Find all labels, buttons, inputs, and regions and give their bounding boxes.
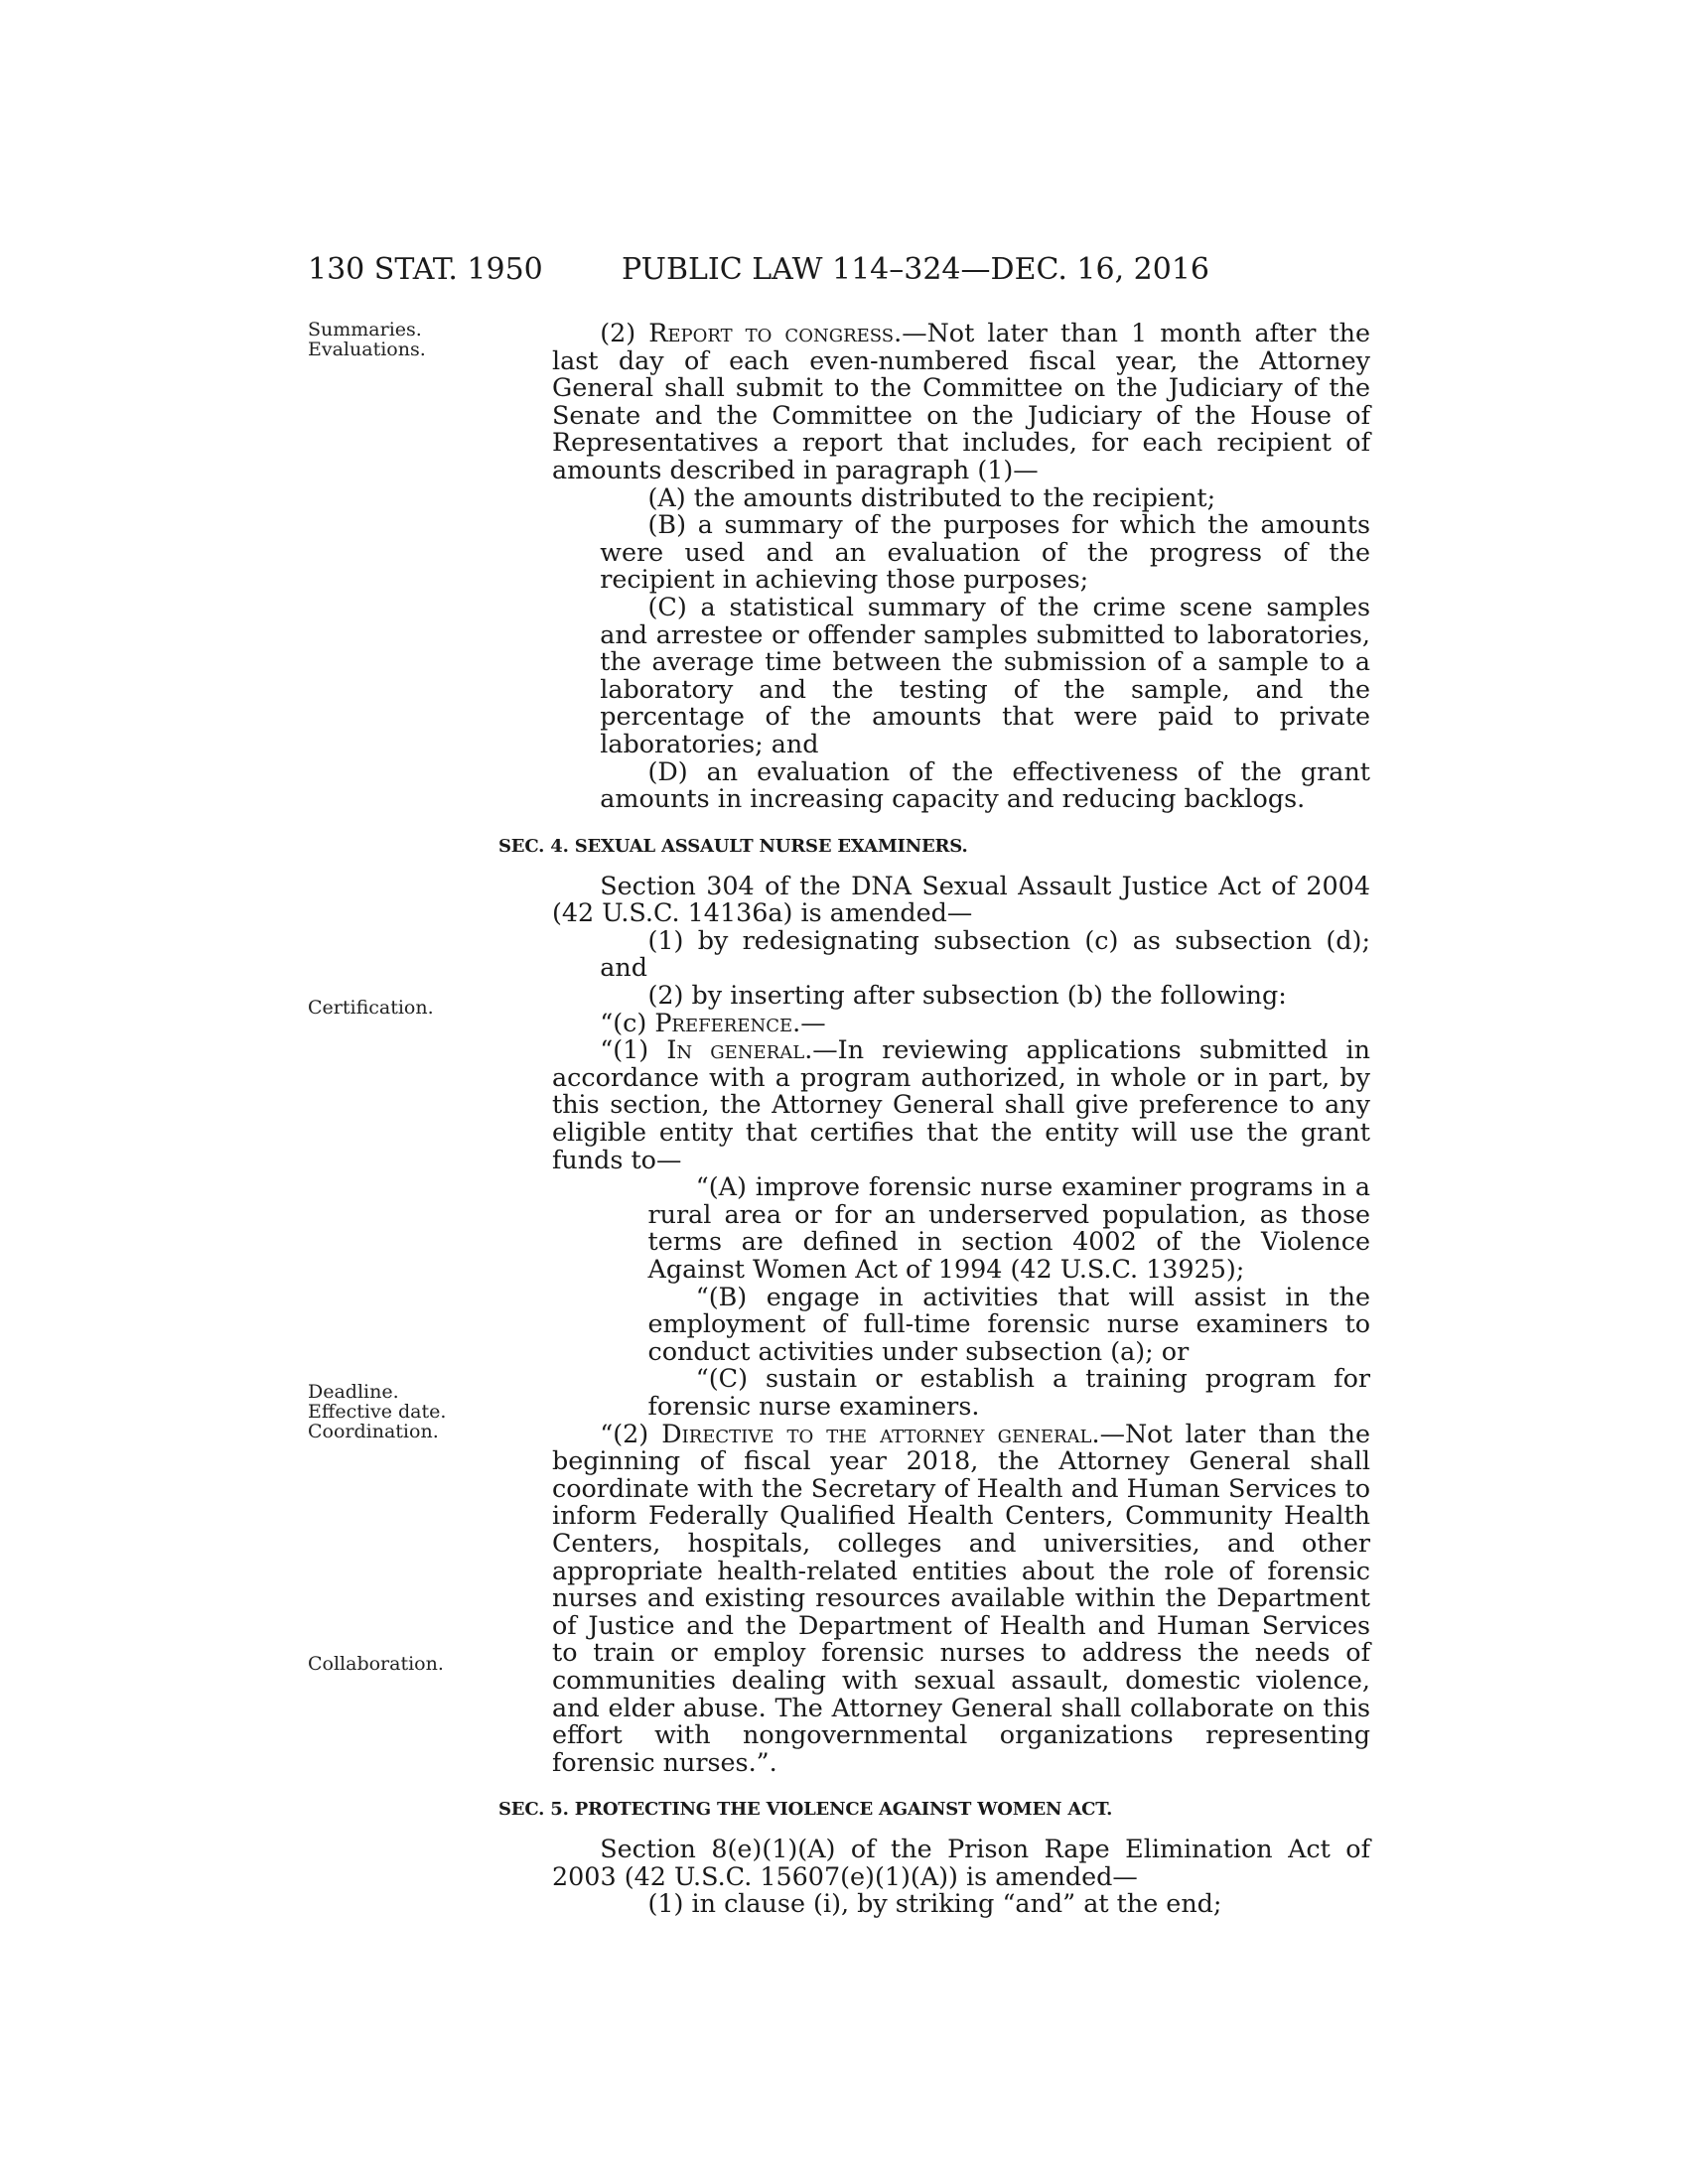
paragraph-heading: Report to congress. — [648, 318, 903, 347]
margin-note: Effective date. — [308, 1401, 447, 1423]
paragraph-1-in-general — [552, 1036, 1370, 1173]
paragraph-number: “(1) — [600, 1034, 667, 1065]
paragraph-heading: Directive to the attorney general. — [661, 1418, 1100, 1448]
report-item-b: (B) a summary of the purposes for which the amounts were used and an evaluation of the progress of the recipient in achieving those purposes; — [600, 509, 1370, 595]
paragraph-text: —Not later than the beginning of fiscal year 2018, the Attorney General shall coordinate with the Secretary of Health and Human Services to inform Federally Qualified Health Centers, Community Health Centers, hospitals, colleges and universities, and other appropriate health-related entities about the role of forensic nurses and existing resources available within the Department of Justice and the Department of Health and Human Services to train or employ forensic nurses to address the needs of communities dealing with sexual assault, domestic violence, and elder abuse. The Attorney General shall collaborate on this effort with nongovernmental organizations representing forensic nurses.”. — [552, 1418, 1370, 1777]
section-5-heading: SEC. 5. PROTECTING THE VIOLENCE AGAINST WOMEN ACT. — [498, 1799, 1113, 1821]
subsection-c-heading — [552, 1007, 1370, 1037]
margin-note-deadline — [308, 1382, 467, 1441]
paragraph-number: “(2) — [600, 1418, 662, 1448]
margin-note: Coordination. — [308, 1421, 439, 1442]
report-paragraph — [552, 320, 1370, 484]
paragraph-text: —In reviewing applications submitted in accordance with a program authorized, in whole or in part, by this section, the Attorney General shall give preference to any eligible entity that certifies that the entity will use the grant funds to— — [552, 1034, 1370, 1174]
subparagraph-b: “(B) engage in activities that will assist in the employment of full-time forensic nurse examiners to conduct activities under subsection (a); or — [647, 1281, 1370, 1366]
sec5-amendment-1: (1) in clause (i), by striking “and” at the end; — [647, 1888, 1222, 1919]
statute-body — [498, 318, 1371, 1919]
subsection-dash: — — [800, 1007, 826, 1037]
subparagraph-a: “(A) improve forensic nurse examiner programs in a rural area or for an underserved population, as those terms are defined in section 4002 of the Violence Against Women Act of 1994 (42 U.S.C. 13925); — [647, 1171, 1370, 1284]
sec4-intro: Section 304 of the DNA Sexual Assault Justice Act of 2004 (42 U.S.C. 14136a) is amended— — [552, 870, 1370, 928]
sec5-intro: Section 8(e)(1)(A) of the Prison Rape Elimination Act of 2003 (42 U.S.C. 15607(e)(1)(A)) is amended— — [552, 1834, 1370, 1891]
report-item-c: (C) a statistical summary of the crime scene samples and arrestee or offender samples submitted to laboratories, the average time between the submission of a sample to a laboratory and the testing of the sample, and the percentage of the amounts that were paid to private laboratories; and — [600, 591, 1370, 758]
page-header — [308, 250, 1370, 290]
margin-note: Collaboration. — [308, 1653, 444, 1675]
paragraph-heading: In general. — [666, 1034, 813, 1065]
subsection-heading: Preference. — [654, 1007, 801, 1037]
public-law-title: PUBLIC LAW 114–324—DEC. 16, 2016 — [622, 252, 1210, 287]
sec4-amendment-2: (2) by inserting after subsection (b) the following: — [647, 980, 1287, 1011]
sec4-amendment-1: (1) by redesignating subsection (c) as subsection (d); and — [600, 924, 1370, 983]
subparagraph-c: “(C) sustain or establish a training program for forensic nurse examiners. — [647, 1363, 1370, 1421]
paragraph-number: (2) — [600, 318, 649, 347]
stat-page-number: 130 STAT. 1950 — [308, 252, 543, 287]
paragraph-text: —Not later than 1 month after the last day of each even-numbered fiscal year, the Attorney General shall submit to the Committee on the Judiciary of the Senate and the Committee on the Judiciary of the House of Representatives a report that includes, for each recipient of amounts described in paragraph (1)— — [552, 318, 1371, 484]
report-item-a: (A) the amounts distributed to the recipient; — [647, 481, 1216, 512]
section-4-heading: SEC. 4. SEXUAL ASSAULT NURSE EXAMINERS. — [498, 835, 968, 857]
margin-note: Summaries. — [308, 319, 422, 341]
margin-note: Evaluations. — [308, 339, 426, 360]
margin-note-certification — [308, 998, 467, 1018]
margin-note-collaboration — [308, 1654, 467, 1674]
report-item-d: (D) an evaluation of the effectiveness of the grant amounts in increasing capacity and reducing backlogs. — [600, 755, 1370, 814]
subsection-number: “(c) — [600, 1007, 655, 1037]
paragraph-2-directive — [552, 1418, 1370, 1777]
margin-note: Certification. — [308, 997, 434, 1019]
margin-note: Deadline. — [308, 1381, 399, 1403]
margin-note-summaries — [308, 320, 467, 359]
